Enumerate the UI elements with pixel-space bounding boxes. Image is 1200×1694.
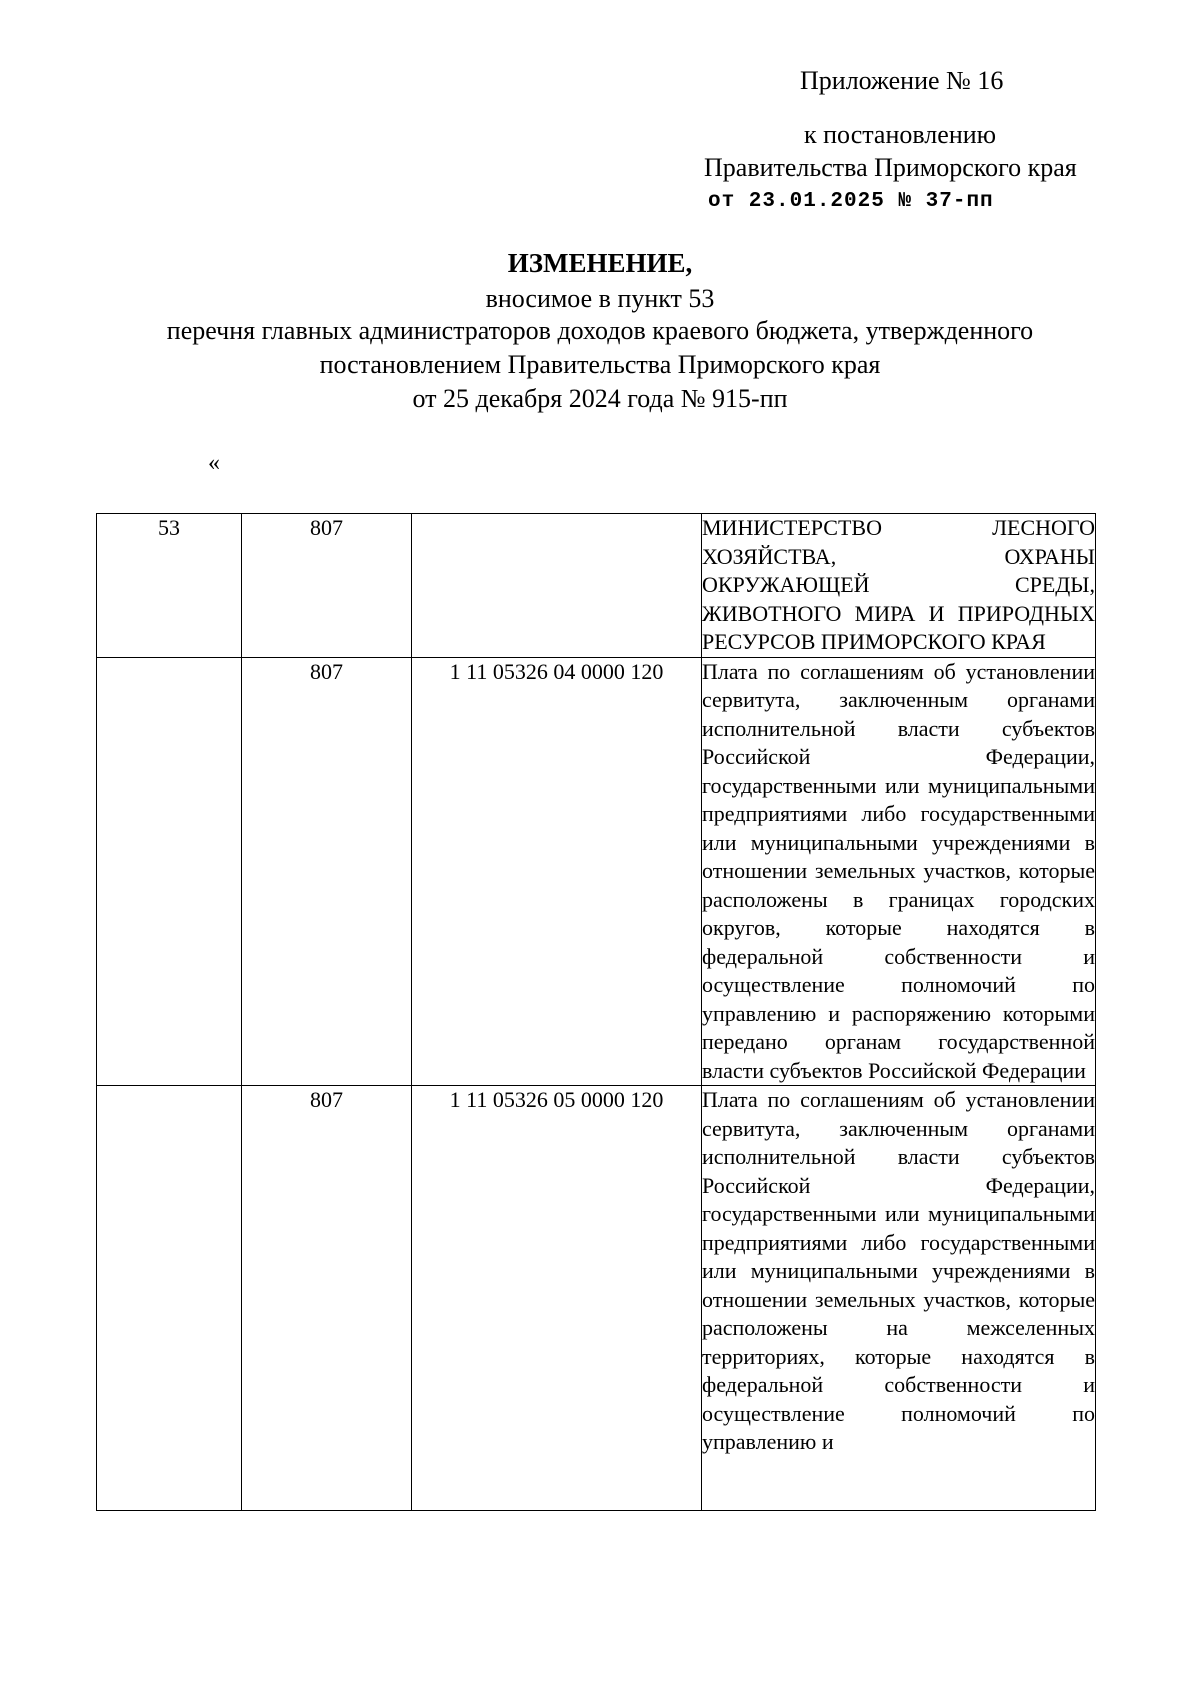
title-line-3: постановлением Правительства Приморского края	[319, 350, 881, 379]
name-cell	[702, 1086, 1096, 1511]
title-line-1: вносимое в пункт 53	[485, 284, 715, 313]
income-code-cell: 1 11 05326 04 0000 120	[412, 657, 702, 1086]
open-quote: «	[208, 450, 220, 476]
row-number-cell	[97, 657, 242, 1086]
table-row	[97, 514, 1096, 658]
title-line-4: от 25 декабря 2024 года № 915-пп	[412, 384, 788, 413]
title-line-2: перечня главных администраторов доходов краевого бюджета, утвержденного	[166, 316, 1034, 345]
name-text: Плата по соглашениям об установлении сервитута, заключенным органами исполнительной власти субъектов Российской Федерации, государственными или муниципальными предприятиями либо государственными или муниципальными учреждениями в отношении земельных участков, которые расположены в границах городских округов, которые находятся в федеральной собственности и осуществление полномочий по управлению и распоряжению которыми передано органам государственной власти субъектов Российской Федерации	[702, 658, 1095, 1083]
admin-code-cell: 807	[242, 657, 412, 1086]
row-number-cell	[97, 1086, 242, 1511]
name-text: Плата по соглашениям об установлении сервитута, заключенным органами исполнительной власти субъектов Российской Федерации, государственными или муниципальными предприятиями либо государственными или муниципальными учреждениями в отношении земельных участков, которые расположены на межселенных территориях, которые находятся в федеральной собственности и осуществление полномочий по управлению и	[702, 1087, 1095, 1454]
income-code-cell: 1 11 05326 05 0000 120	[412, 1086, 702, 1511]
annex-government: Правительства Приморского края	[704, 153, 1077, 182]
annex-title: Приложение № 16	[800, 66, 1004, 95]
admin-code-cell: 807	[242, 514, 412, 658]
document-title: ИЗМЕНЕНИЕ,	[507, 248, 693, 278]
annex-to: к постановлению	[804, 120, 997, 149]
income-administrators-table	[96, 513, 1096, 1511]
row-number-cell: 53	[97, 514, 242, 658]
income-code-cell	[412, 514, 702, 658]
table-row	[97, 657, 1096, 1086]
name-cell	[702, 657, 1096, 1086]
admin-code-cell: 807	[242, 1086, 412, 1511]
table-row	[97, 1086, 1096, 1511]
name-text: МИНИСТЕРСТВО ЛЕСНОГО ХОЗЯЙСТВА, ОХРАНЫ ОКРУЖАЮЩЕЙ СРЕДЫ, ЖИВОТНОГО МИРА И ПРИРОДНЫХ РЕСУРСОВ ПРИМОРСКОГО КРАЯ	[702, 515, 1095, 654]
annex-date-number: от 23.01.2025 № 37-пп	[708, 190, 994, 213]
name-cell	[702, 514, 1096, 658]
